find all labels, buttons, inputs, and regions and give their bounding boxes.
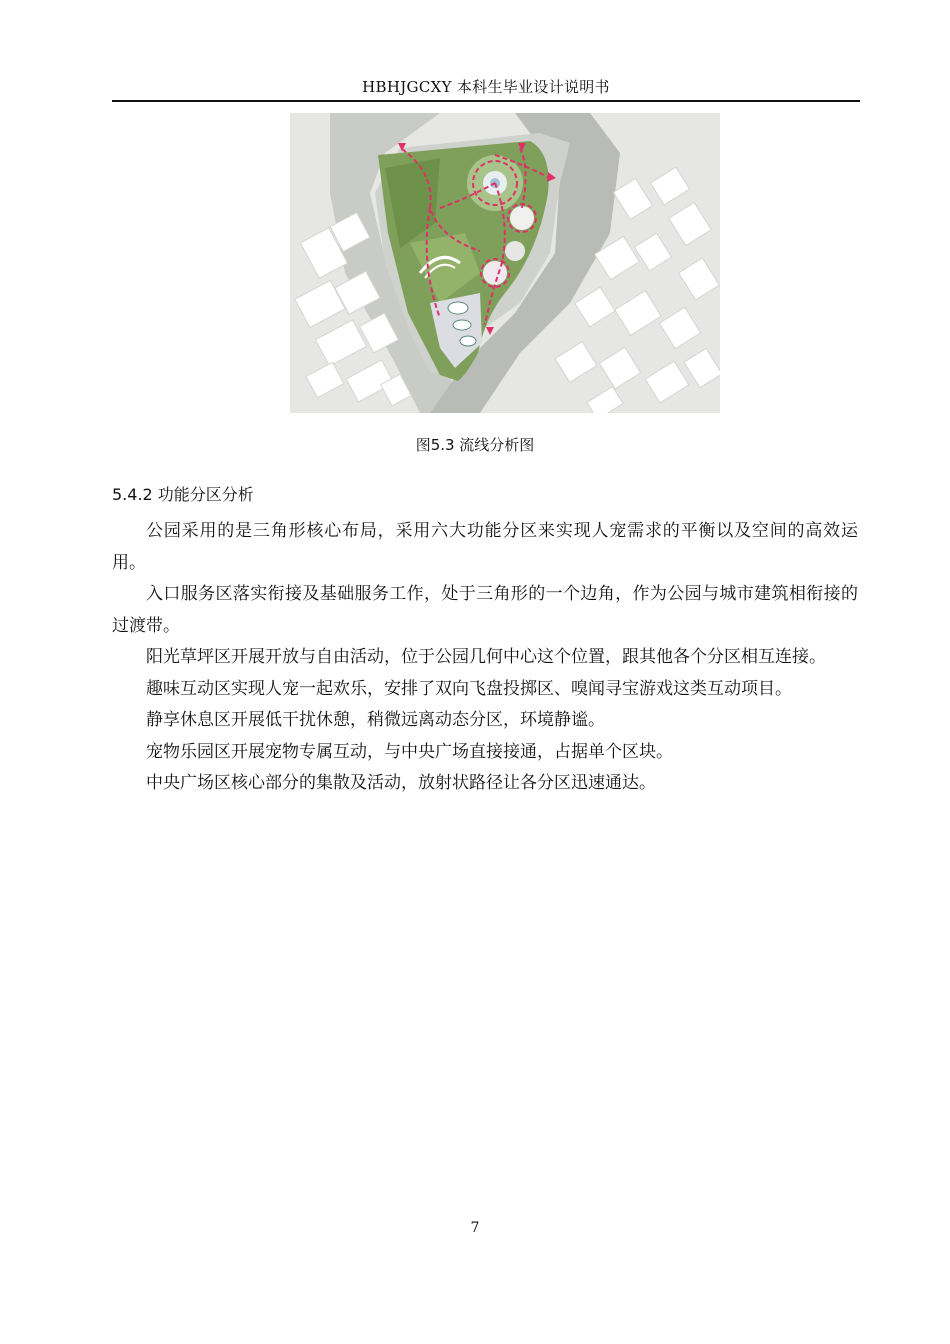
paragraph: 阳光草坪区开展开放与自由活动，位于公园几何中心这个位置，跟其他各个分区相互连接。 xyxy=(146,647,826,667)
paragraph: 入口服务区落实衔接及基础服务工作，处于三角形的一个边角，作为公园与城市建筑相衔接的过渡带。 xyxy=(112,584,858,636)
paragraph: 宠物乐园区开展宠物专属互动，与中央广场直接接通，占据单个区块。 xyxy=(146,741,673,762)
paragraph: 静享休息区开展低干扰休憩，稍微远离动态分区，环境静谧。 xyxy=(146,710,605,730)
page-number: 7 xyxy=(470,1220,480,1236)
flow-analysis-figure xyxy=(290,113,720,413)
section-heading: 5.4.2 功能分区分析 xyxy=(112,485,254,504)
site-plan-image xyxy=(290,113,720,413)
paragraph: 趣味互动区实现人宠一起欢乐，安排了双向飞盘投掷区、嗅闻寻宝游戏这类互动项目。 xyxy=(146,678,792,699)
page-header: HBHJGCXY 本科生毕业设计说明书 xyxy=(362,78,610,96)
header-rule xyxy=(112,100,860,102)
paragraph: 中央广场区核心部分的集散及活动，放射状路径让各分区迅速通达。 xyxy=(146,773,656,793)
figure-caption: 图5.3 流线分析图 xyxy=(415,436,535,454)
paragraph: 公园采用的是三角形核心布局，采用六大功能分区来实现人宠需求的平衡以及空间的高效运用。 xyxy=(112,521,858,573)
body-text xyxy=(112,516,858,800)
